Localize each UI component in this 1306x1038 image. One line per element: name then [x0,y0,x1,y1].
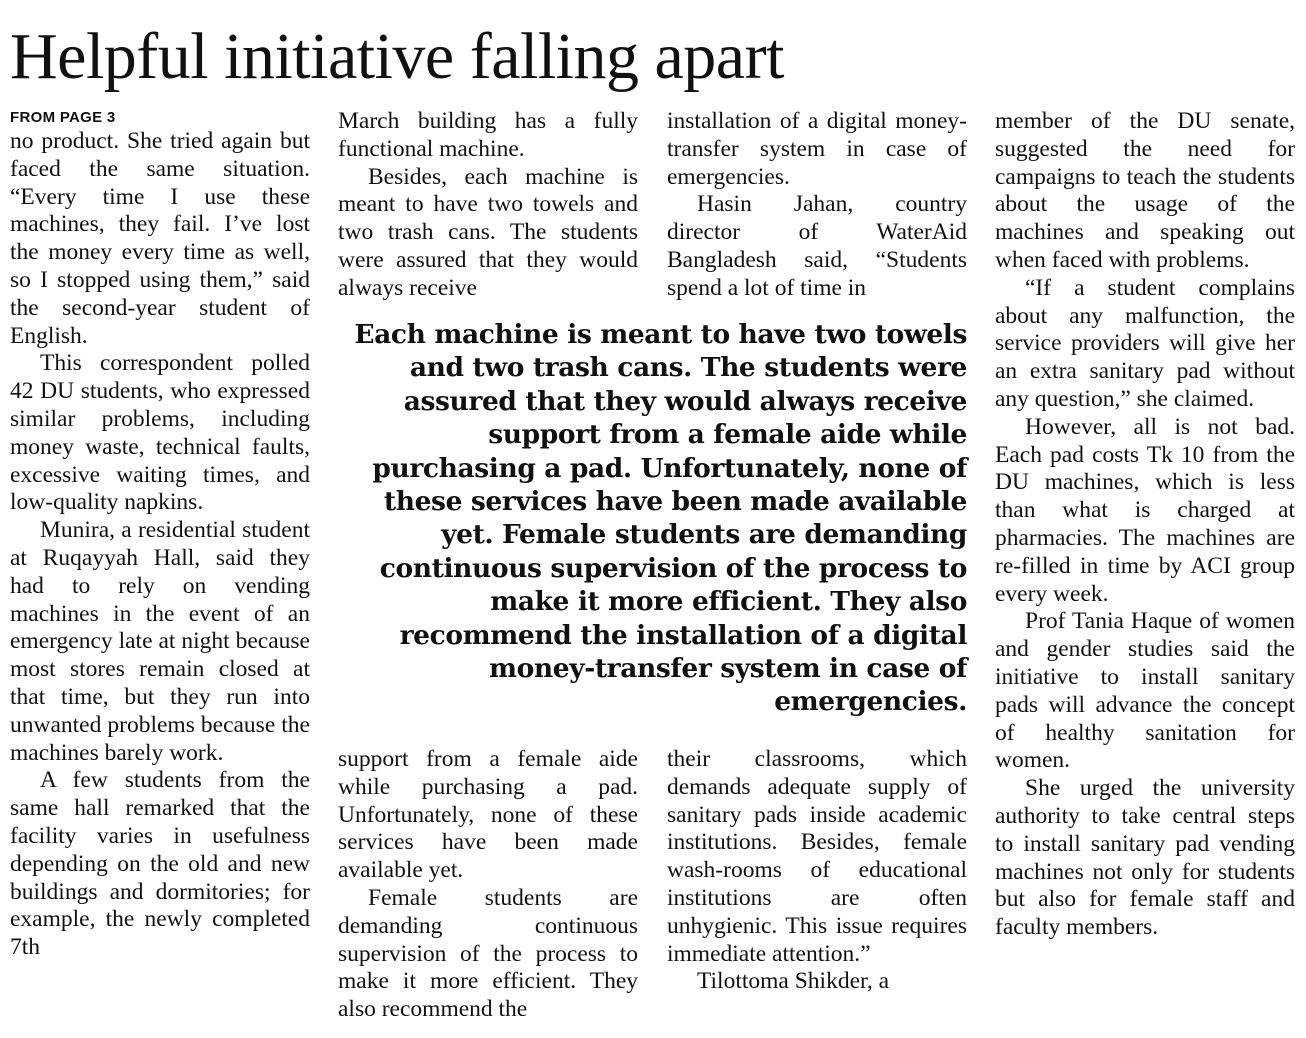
paragraph: Tilottoma Shikder, a [697,968,890,995]
paragraph: March building has a fully functional machine. [338,108,638,162]
article-column-1 [10,108,310,962]
paragraph: Besides, each machine is meant to have two towels and two trash cans. The students were assured that they would always receive [338,163,638,301]
paragraph: Female students are demanding continuous supervision of the process to make it more efficient. They also recommend the [338,884,638,1023]
article-column-4 [995,108,1295,942]
paragraph: “If a student complains about any malfunction, the service providers will give her an extra sanitary pad without any question,” she claimed. [995,274,1295,412]
paragraph: However, all is not bad. Each pad costs Tk 10 from the DU machines, which is less than what is charged at pharmacies. The machines are re-filled in time by ACI group every week. [995,413,1295,607]
paragraph: Hasin Jahan, country director of WaterAid Bangladesh said, “Students spend a lot of time in [667,191,967,301]
paragraph: She urged the university authority to take central steps to install sanitary pad vending machines not only for students but also for female staff and faculty members. [995,775,1295,941]
article-column-2-bottom [338,746,638,1024]
paragraph: Prof Tania Haque of women and gender studies said the initiative to install sanitary pads will advance the concept of healthy sanitation for women. [995,608,1295,774]
paragraph: no product. She tried again but faced the same situation. “Every time I use these machines, they fail. I’ve lost the money every time as well, so I stopped using them,” said the second-year student of English. [10,128,310,349]
paragraph: Munira, a residential student at Ruqayyah Hall, said they had to rely on vending machines in the event of an emergency late at night because most stores remain closed at that time, but they run into unwanted problems because the machines barely work. [10,517,310,766]
continuation-kicker: FROM PAGE 3 [10,109,116,126]
article-column-2-top [338,108,638,303]
pull-quote: Each machine is meant to have two towels and two trash cans. The students were assured that they would always receive support from a female aide while purchasing a pad. Unfortunately, none of these services have been made available yet. Female students are demanding continuous supervision of the process to make it more efficient. They also recommend the installation of a digital money-transfer system in case of emergencies. [354,319,967,718]
article-column-3-bottom [667,746,967,996]
article-column-3-top [667,108,967,303]
paragraph: installation of a digital money-transfer system in case of emergencies. [667,108,967,190]
paragraph: This correspondent polled 42 DU students, who expressed similar problems, including money waste, technical faults, excessive waiting times, and low-quality napkins. [10,350,310,516]
paragraph: support from a female aide while purchasing a pad. Unfortunately, none of these services have been made available yet. [338,746,638,884]
article-headline: Helpful initiative falling apart [10,20,784,93]
paragraph: member of the DU senate, suggested the need for campaigns to teach the students about the usage of the machines and speaking out when faced with problems. [995,108,1295,273]
paragraph: A few students from the same hall remarked that the facility varies in usefulness depending on the old and new buildings and dormitories; for example, the newly completed 7th [10,767,310,961]
paragraph: their classrooms, which demands adequate supply of sanitary pads inside academic institutions. Besides, female wash-rooms of educational institutions are often unhygienic. This issue requires immediate attention.” [667,746,967,967]
